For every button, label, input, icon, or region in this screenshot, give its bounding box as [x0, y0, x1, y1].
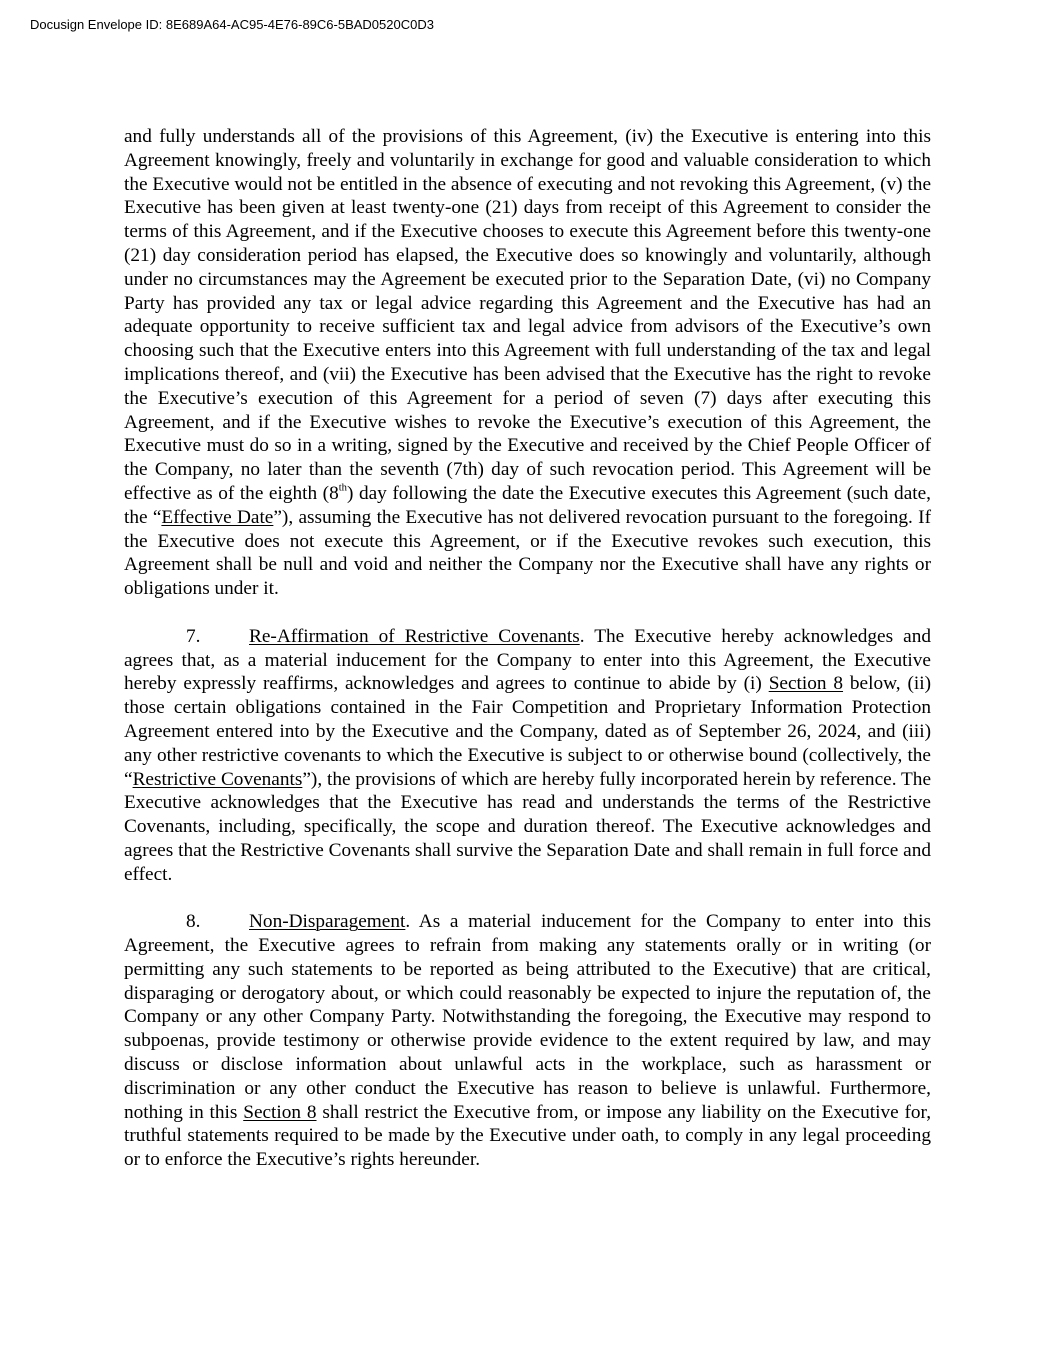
section-7-text-part-2: below, (ii) those certain obligations contained in the Fair Competition and Proprietary Information Protection Agreement entered into by the Executive and the Company, dated as of September 26, 2024, and (iii) any other restrictive covenants to which the Executive is subject to or otherwise bound (collectively, the “	[124, 673, 931, 790]
ordinal-suffix: th	[338, 482, 347, 494]
section-8-number: 8.	[186, 911, 201, 933]
section-8-text-part-2: shall restrict the Executive from, or impose any liability on the Executive for, truthful statements required to be made by the Executive under oath, to comply in any legal proceeding or to enforce the Executive’s rights hereunder.	[124, 1101, 932, 1171]
effective-date-term: Effective Date	[161, 506, 274, 528]
section-7-heading: Re-Affirmation of Restrictive Covenants	[249, 625, 580, 647]
section-6-text-part-3: ”), assuming the Executive has not delivered revocation pursuant to the foregoing. If the Executive does not execute this Agreement, or if the Executive revokes such execution, this Agreement shall be null and void and neither the Company nor the Executive shall have any rights or obligations under it.	[124, 506, 931, 600]
section-6-text-part-1: and fully understands all of the provisions of this Agreement, (iv) the Executive is entering into this Agreement knowingly, freely and voluntarily in exchange for good and valuable consideration to which the Executive would not be entitled in the absence of executing and not revoking this Agreement, (v) the Executive has been given at least twenty-one (21) days from receipt of this Agreement to consider the terms of this Agreement, and if the Executive chooses to execute this Agreement before this twenty-one (21) day consideration period has elapsed, the Executive does so knowingly and voluntarily, although under no circumstances may the Agreement be executed prior to the Separation Date, (vi) no Company Party has provided any tax or legal advice regarding this Agreement and the Executive has had an adequate opportunity to receive sufficient tax and legal advice from advisors of the Executive’s own choosing such that the Executive enters into this Agreement with full understanding of the tax and legal implications thereof, and (vii) the Executive has been advised that the Executive has the right to revoke the Executive’s execution of this Agreement for a period of seven (7) days after executing this Agreement, and if the Executive wishes to revoke the Executive’s execution of this Agreement, the Executive must do so in a writing, signed by the Executive and received by the Chief People Officer of the Company, no later than the seventh (7th) day of such revocation period. This Agreement will be effective as of the eighth (8	[124, 126, 931, 504]
section-8-self-reference: Section 8	[243, 1101, 317, 1123]
section-8-reference: Section 8	[768, 673, 844, 695]
section-7-text-part-1: . The Executive hereby acknowledges and agrees that, as a material inducement for the Company to enter into this Agreement, the Executive hereby expressly reaffirms, acknowledges and agrees to continue to abide by (i)	[124, 625, 931, 695]
section-6-continuation	[124, 125, 931, 601]
section-8	[124, 910, 931, 1172]
restrictive-covenants-term: Restrictive Covenants	[132, 768, 303, 790]
document-body	[124, 125, 931, 1196]
docusign-envelope-id: Docusign Envelope ID: 8E689A64-AC95-4E76-89C6-5BAD0520C0D3	[30, 17, 434, 32]
section-6-text-part-2: ) day following the date the Executive executes this Agreement (such date, the “	[124, 482, 931, 528]
section-7-number: 7.	[186, 625, 201, 647]
section-7	[124, 625, 931, 887]
section-7-text-part-3: ”), the provisions of which are hereby fully incorporated herein by reference. The Executive acknowledges that the Executive has read and understands the terms of the Restrictive Covenants, including, specifically, the scope and duration thereof. The Executive acknowledges and agrees that the Restrictive Covenants shall survive the Separation Date and shall remain in full force and effect.	[124, 768, 932, 885]
section-8-text-part-1: . As a material inducement for the Company to enter into this Agreement, the Executive agrees to refrain from making any statements orally or in writing (or permitting any such statements to be reported as being attributed to the Executive) that are critical, disparaging or derogatory about, or which could reasonably be expected to injure the reputation of, the Company or any other Company Party. Notwithstanding the foregoing, the Executive may respond to subpoenas, provide testimony or otherwise provide evidence to the extent required by law, and may discuss or disclose information about unlawful acts in the workplace, such as harassment or discrimination or any other conduct the Executive has reason to believe is unlawful. Furthermore, nothing in this	[124, 911, 931, 1123]
section-8-heading: Non-Disparagement	[249, 911, 406, 933]
